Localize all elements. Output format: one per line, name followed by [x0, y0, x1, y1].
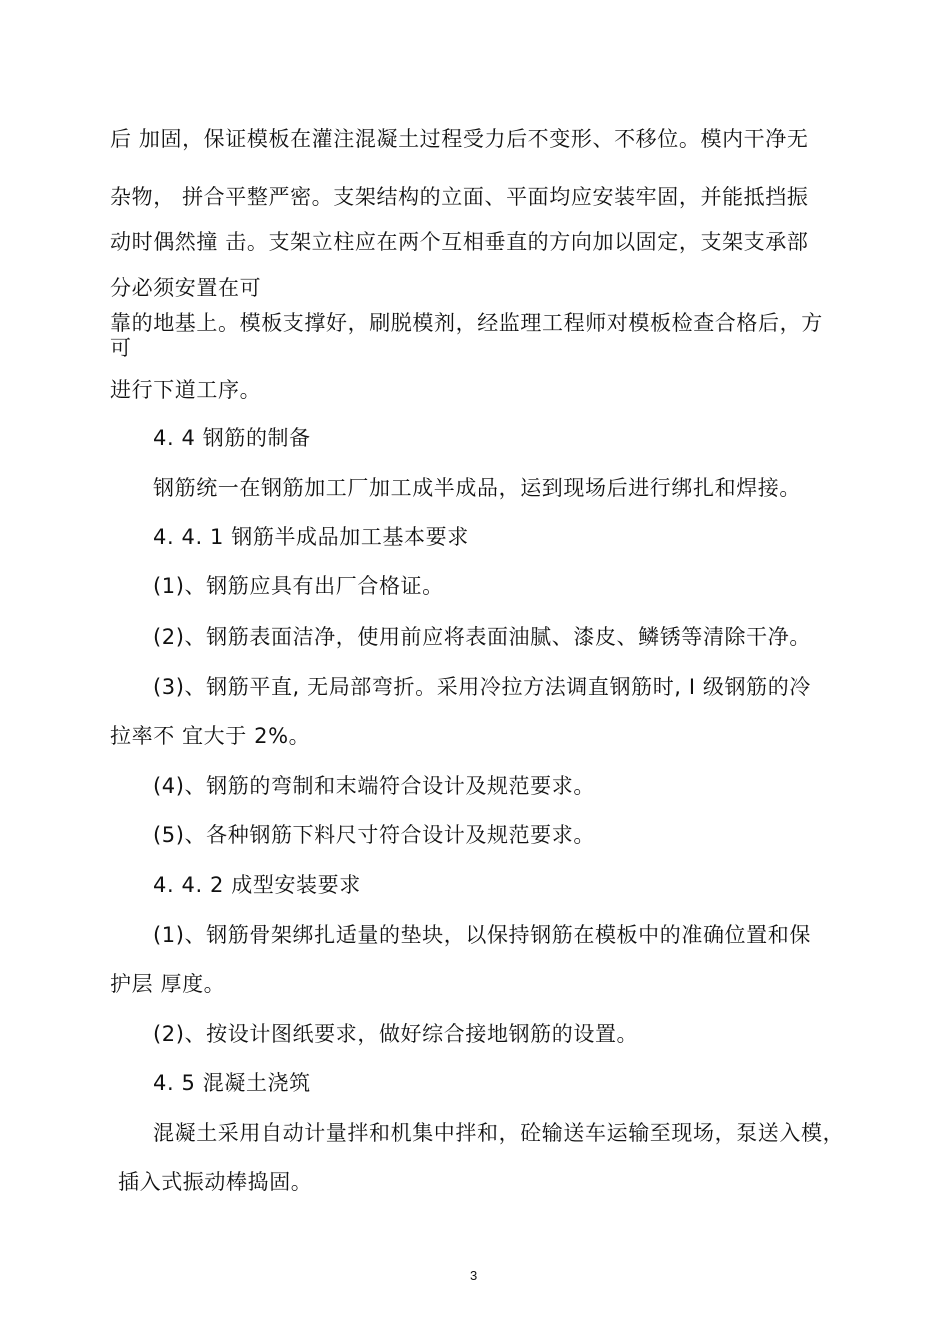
text-line: 动时偶然撞 击。支架立柱应在两个互相垂直的方向加以固定，支架支承部 [110, 230, 809, 254]
text-line: 杂物， 拼合平整严密。支架结构的立面、平面均应安装牢固，并能抵挡振 [110, 185, 809, 209]
text-line: 可 [110, 336, 132, 360]
text-line: 进行下道工序。 [110, 378, 262, 402]
text-line: 插入式振动棒捣固。 [118, 1170, 313, 1194]
list-item: (1)、钢筋骨架绑扎适量的垫块，以保持钢筋在模板中的准确位置和保 [153, 923, 811, 947]
page-number: 3 [470, 1268, 478, 1283]
list-item: (1)、钢筋应具有出厂合格证。 [153, 574, 444, 598]
section-heading: 4. 4. 1 钢筋半成品加工基本要求 [153, 525, 469, 549]
text-line: 分必须安置在可 [110, 276, 262, 300]
text-line: 钢筋统一在钢筋加工厂加工成半成品，运到现场后进行绑扎和焊接。 [153, 476, 801, 500]
text-line: 后 加固，保证模板在灌注混凝土过程受力后不变形、不移位。模内干净无 [110, 127, 809, 151]
list-item: (2)、钢筋表面洁净，使用前应将表面油腻、漆皮、鳞锈等清除干净。 [153, 625, 811, 649]
section-heading: 4. 4 钢筋的制备 [153, 426, 311, 450]
text-line: 混凝土采用自动计量拌和机集中拌和，砼输送车运输至现场，泵送入模， [153, 1121, 845, 1145]
text-line: 护层 厚度。 [110, 972, 226, 996]
section-heading: 4. 4. 2 成型安装要求 [153, 873, 361, 897]
list-item: (5)、各种钢筋下料尺寸符合设计及规范要求。 [153, 823, 595, 847]
list-item: (2)、按设计图纸要求，做好综合接地钢筋的设置。 [153, 1022, 639, 1046]
list-item: (4)、钢筋的弯制和末端符合设计及规范要求。 [153, 774, 595, 798]
text-line: 靠的地基上。模板支撑好，刷脱模剂，经监理工程师对模板检查合格后，方 [110, 311, 823, 335]
section-heading: 4. 5 混凝土浇筑 [153, 1071, 311, 1095]
list-item: (3)、钢筋平直, 无局部弯折。采用冷拉方法调直钢筋时, I 级钢筋的冷 [153, 675, 811, 699]
text-line: 拉率不 宜大于 2%。 [110, 724, 311, 748]
